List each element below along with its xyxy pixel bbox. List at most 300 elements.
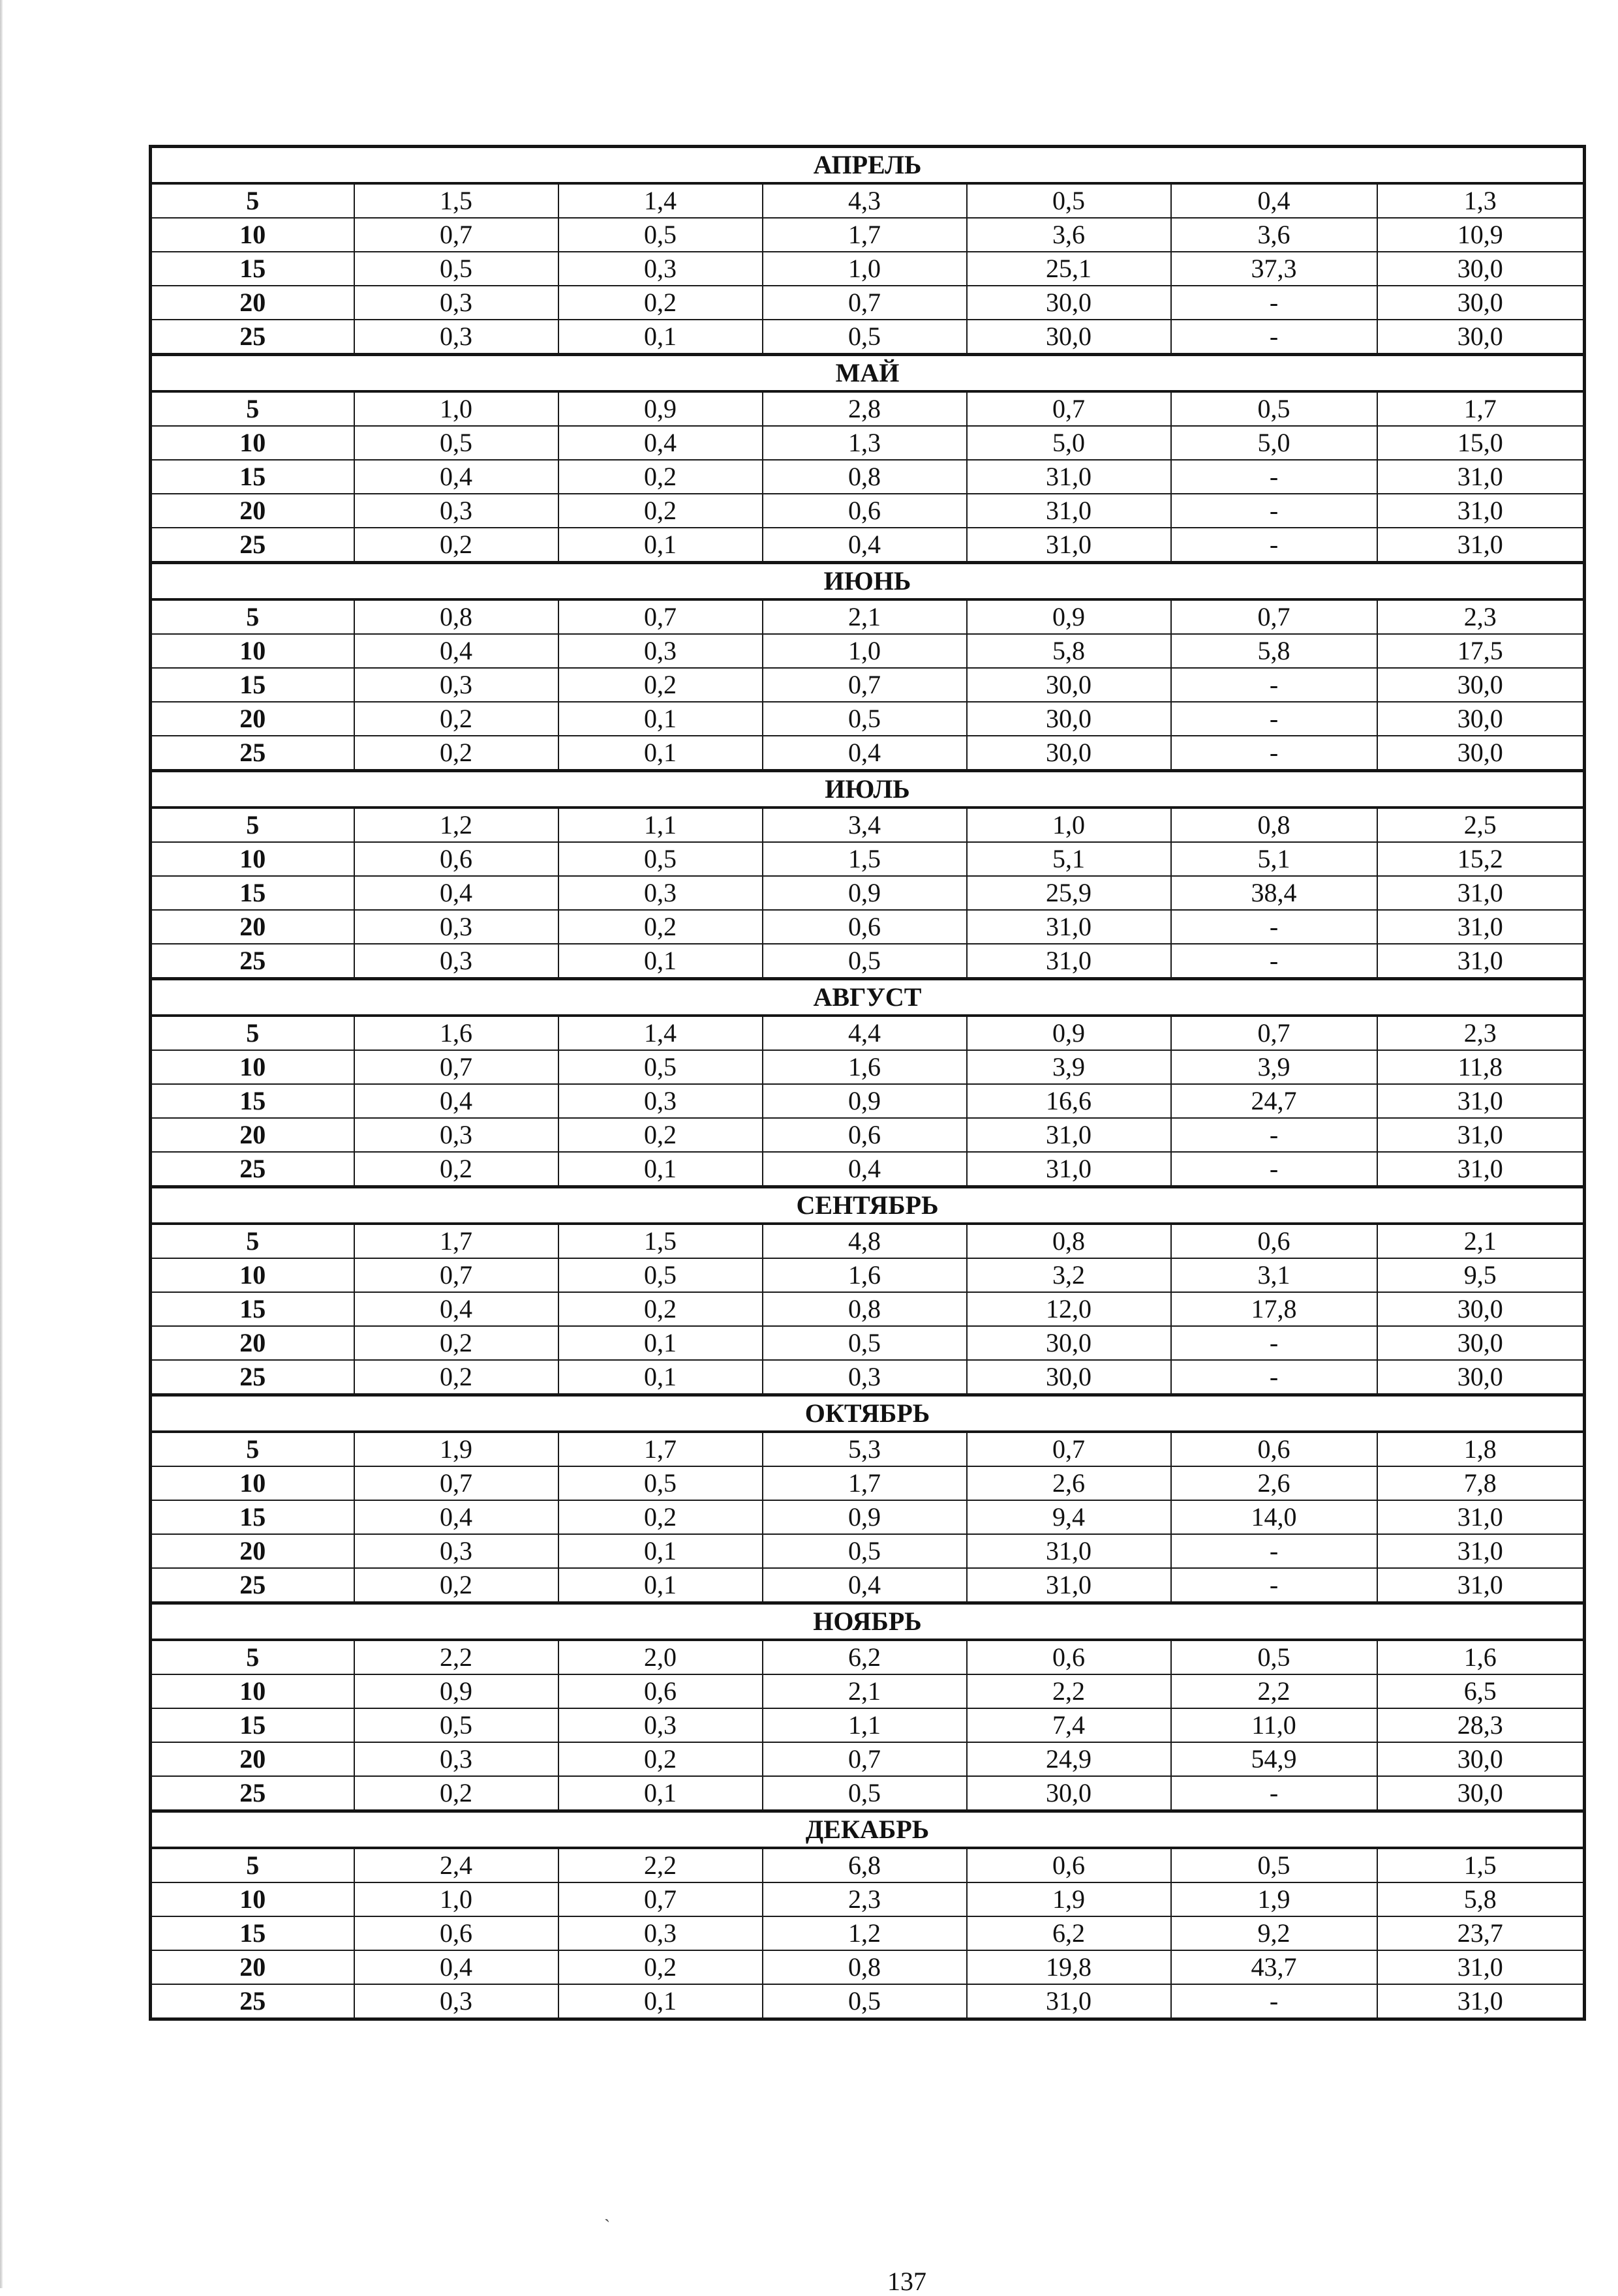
value-cell: 1,7 bbox=[1377, 391, 1585, 426]
value-cell: 30,0 bbox=[967, 1326, 1171, 1360]
value-cell: 2,1 bbox=[763, 599, 967, 634]
value-cell: 30,0 bbox=[967, 668, 1171, 702]
value-cell: 37,3 bbox=[1171, 252, 1377, 286]
table-row bbox=[151, 1432, 1585, 1466]
table-row bbox=[151, 1950, 1585, 1984]
value-cell: - bbox=[1171, 1776, 1377, 1811]
value-cell: 9,2 bbox=[1171, 1916, 1377, 1950]
value-cell: 17,8 bbox=[1171, 1292, 1377, 1326]
value-cell: 25,1 bbox=[967, 252, 1171, 286]
value-cell: 31,0 bbox=[967, 1152, 1171, 1187]
value-cell: - bbox=[1171, 1534, 1377, 1568]
value-cell: 30,0 bbox=[1377, 320, 1585, 355]
depth-cell: 15 bbox=[151, 876, 354, 910]
depth-cell: 20 bbox=[151, 1118, 354, 1152]
value-cell: 1,2 bbox=[763, 1916, 967, 1950]
value-cell: 31,0 bbox=[967, 1984, 1171, 2019]
value-cell: 5,1 bbox=[967, 842, 1171, 876]
value-cell: 0,3 bbox=[354, 320, 558, 355]
monthly-data-table bbox=[149, 145, 1586, 2021]
value-cell: - bbox=[1171, 320, 1377, 355]
value-cell: 0,5 bbox=[763, 702, 967, 736]
value-cell: 31,0 bbox=[1377, 1152, 1585, 1187]
value-cell: 0,5 bbox=[967, 183, 1171, 218]
table-row bbox=[151, 1016, 1585, 1050]
value-cell: 0,4 bbox=[763, 1152, 967, 1187]
depth-cell: 15 bbox=[151, 1916, 354, 1950]
value-cell: 0,1 bbox=[558, 1326, 763, 1360]
value-cell: 6,5 bbox=[1377, 1674, 1585, 1708]
value-cell: 24,9 bbox=[967, 1742, 1171, 1776]
table-row bbox=[151, 599, 1585, 634]
value-cell: 31,0 bbox=[967, 1568, 1171, 1603]
value-cell: 0,4 bbox=[354, 460, 558, 494]
table-row bbox=[151, 668, 1585, 702]
value-cell: 30,0 bbox=[967, 320, 1171, 355]
value-cell: 31,0 bbox=[1377, 1500, 1585, 1534]
table-row bbox=[151, 1534, 1585, 1568]
value-cell: 1,8 bbox=[1377, 1432, 1585, 1466]
value-cell: - bbox=[1171, 736, 1377, 771]
value-cell: 0,3 bbox=[354, 1118, 558, 1152]
value-cell: 0,5 bbox=[1171, 391, 1377, 426]
value-cell: 0,5 bbox=[354, 1708, 558, 1742]
value-cell: 31,0 bbox=[967, 910, 1171, 944]
value-cell: 0,3 bbox=[354, 494, 558, 528]
month-header-row bbox=[151, 355, 1585, 392]
value-cell: 0,3 bbox=[354, 286, 558, 320]
table-row bbox=[151, 1882, 1585, 1916]
value-cell: 2,2 bbox=[558, 1848, 763, 1882]
month-header-row bbox=[151, 979, 1585, 1016]
table-row bbox=[151, 876, 1585, 910]
value-cell: 0,2 bbox=[558, 1500, 763, 1534]
value-cell: 5,1 bbox=[1171, 842, 1377, 876]
value-cell: 0,7 bbox=[1171, 599, 1377, 634]
depth-cell: 10 bbox=[151, 1882, 354, 1916]
value-cell: 0,8 bbox=[967, 1224, 1171, 1258]
depth-cell: 25 bbox=[151, 944, 354, 979]
table-row bbox=[151, 634, 1585, 668]
depth-cell: 25 bbox=[151, 320, 354, 355]
value-cell: 2,1 bbox=[763, 1674, 967, 1708]
value-cell: 0,2 bbox=[558, 668, 763, 702]
table-row bbox=[151, 842, 1585, 876]
value-cell: 2,1 bbox=[1377, 1224, 1585, 1258]
table-row bbox=[151, 1742, 1585, 1776]
value-cell: 4,3 bbox=[763, 183, 967, 218]
value-cell: 0,2 bbox=[354, 1360, 558, 1395]
value-cell: - bbox=[1171, 702, 1377, 736]
value-cell: 30,0 bbox=[1377, 668, 1585, 702]
value-cell: 1,3 bbox=[1377, 183, 1585, 218]
value-cell: 14,0 bbox=[1171, 1500, 1377, 1534]
depth-cell: 25 bbox=[151, 1776, 354, 1811]
depth-cell: 25 bbox=[151, 1984, 354, 2019]
depth-cell: 10 bbox=[151, 1466, 354, 1500]
value-cell: 1,0 bbox=[354, 391, 558, 426]
value-cell: - bbox=[1171, 668, 1377, 702]
depth-cell: 20 bbox=[151, 910, 354, 944]
value-cell: 0,3 bbox=[558, 1084, 763, 1118]
table-row bbox=[151, 1500, 1585, 1534]
value-cell: - bbox=[1171, 1118, 1377, 1152]
value-cell: 30,0 bbox=[1377, 252, 1585, 286]
value-cell: 31,0 bbox=[1377, 1118, 1585, 1152]
value-cell: 0,4 bbox=[763, 1568, 967, 1603]
value-cell: 0,3 bbox=[354, 1984, 558, 2019]
depth-cell: 15 bbox=[151, 460, 354, 494]
value-cell: - bbox=[1171, 910, 1377, 944]
value-cell: 0,5 bbox=[558, 218, 763, 252]
value-cell: 1,4 bbox=[558, 1016, 763, 1050]
value-cell: 11,8 bbox=[1377, 1050, 1585, 1084]
value-cell: 0,3 bbox=[763, 1360, 967, 1395]
depth-cell: 5 bbox=[151, 1640, 354, 1674]
table-row bbox=[151, 1916, 1585, 1950]
value-cell: 9,5 bbox=[1377, 1258, 1585, 1292]
table-row bbox=[151, 1050, 1585, 1084]
table-row bbox=[151, 183, 1585, 218]
value-cell: 4,4 bbox=[763, 1016, 967, 1050]
value-cell: 0,3 bbox=[558, 1916, 763, 1950]
value-cell: 0,3 bbox=[354, 944, 558, 979]
value-cell: 0,8 bbox=[763, 1292, 967, 1326]
value-cell: - bbox=[1171, 944, 1377, 979]
value-cell: 0,5 bbox=[354, 426, 558, 460]
value-cell: 0,4 bbox=[763, 528, 967, 563]
value-cell: 0,2 bbox=[558, 1118, 763, 1152]
value-cell: 1,2 bbox=[354, 808, 558, 842]
value-cell: 1,9 bbox=[967, 1882, 1171, 1916]
value-cell: 0,2 bbox=[354, 702, 558, 736]
value-cell: 0,1 bbox=[558, 320, 763, 355]
value-cell: 23,7 bbox=[1377, 1916, 1585, 1950]
value-cell: 15,2 bbox=[1377, 842, 1585, 876]
table-row bbox=[151, 1360, 1585, 1395]
table-row bbox=[151, 494, 1585, 528]
value-cell: 0,9 bbox=[354, 1674, 558, 1708]
table-row bbox=[151, 1674, 1585, 1708]
value-cell: 24,7 bbox=[1171, 1084, 1377, 1118]
value-cell: 5,0 bbox=[1171, 426, 1377, 460]
table-row bbox=[151, 218, 1585, 252]
value-cell: 0,7 bbox=[763, 286, 967, 320]
value-cell: 0,6 bbox=[763, 494, 967, 528]
table-row bbox=[151, 910, 1585, 944]
value-cell: 0,8 bbox=[763, 1950, 967, 1984]
value-cell: 30,0 bbox=[1377, 1360, 1585, 1395]
value-cell: 31,0 bbox=[967, 944, 1171, 979]
value-cell: 31,0 bbox=[1377, 876, 1585, 910]
value-cell: 0,3 bbox=[558, 876, 763, 910]
value-cell: 0,2 bbox=[354, 1326, 558, 1360]
value-cell: 0,5 bbox=[1171, 1848, 1377, 1882]
value-cell: 0,7 bbox=[354, 1466, 558, 1500]
value-cell: 0,2 bbox=[558, 494, 763, 528]
depth-cell: 5 bbox=[151, 1432, 354, 1466]
value-cell: 30,0 bbox=[1377, 736, 1585, 771]
depth-cell: 5 bbox=[151, 599, 354, 634]
value-cell: 1,6 bbox=[1377, 1640, 1585, 1674]
value-cell: 5,8 bbox=[1377, 1882, 1585, 1916]
value-cell: - bbox=[1171, 286, 1377, 320]
table-row bbox=[151, 736, 1585, 771]
month-title: МАЙ bbox=[151, 355, 1585, 392]
value-cell: 0,2 bbox=[354, 1776, 558, 1811]
value-cell: 0,4 bbox=[558, 426, 763, 460]
value-cell: 25,9 bbox=[967, 876, 1171, 910]
value-cell: 0,7 bbox=[354, 1258, 558, 1292]
table-row bbox=[151, 320, 1585, 355]
table-row bbox=[151, 1258, 1585, 1292]
value-cell: 1,4 bbox=[558, 183, 763, 218]
value-cell: 17,5 bbox=[1377, 634, 1585, 668]
value-cell: 2,3 bbox=[1377, 599, 1585, 634]
value-cell: 1,3 bbox=[763, 426, 967, 460]
table-row bbox=[151, 1708, 1585, 1742]
value-cell: - bbox=[1171, 460, 1377, 494]
table-row bbox=[151, 1568, 1585, 1603]
depth-cell: 5 bbox=[151, 1848, 354, 1882]
value-cell: 0,5 bbox=[354, 252, 558, 286]
value-cell: 2,6 bbox=[967, 1466, 1171, 1500]
value-cell: 12,0 bbox=[967, 1292, 1171, 1326]
value-cell: 0,3 bbox=[354, 1742, 558, 1776]
depth-cell: 25 bbox=[151, 1360, 354, 1395]
depth-cell: 15 bbox=[151, 252, 354, 286]
value-cell: 30,0 bbox=[967, 1360, 1171, 1395]
value-cell: 1,6 bbox=[763, 1050, 967, 1084]
value-cell: 1,5 bbox=[763, 842, 967, 876]
value-cell: 0,6 bbox=[763, 1118, 967, 1152]
depth-cell: 20 bbox=[151, 286, 354, 320]
value-cell: 5,8 bbox=[967, 634, 1171, 668]
month-title: АПРЕЛЬ bbox=[151, 147, 1585, 184]
value-cell: 0,8 bbox=[1171, 808, 1377, 842]
value-cell: 31,0 bbox=[1377, 460, 1585, 494]
value-cell: 0,7 bbox=[763, 668, 967, 702]
page-number: 137 bbox=[887, 2267, 926, 2296]
value-cell: 0,5 bbox=[763, 944, 967, 979]
value-cell: 31,0 bbox=[967, 494, 1171, 528]
month-title: ИЮНЬ bbox=[151, 563, 1585, 600]
month-title: ДЕКАБРЬ bbox=[151, 1811, 1585, 1849]
depth-cell: 10 bbox=[151, 1050, 354, 1084]
value-cell: 0,6 bbox=[354, 1916, 558, 1950]
value-cell: 0,7 bbox=[354, 1050, 558, 1084]
value-cell: 0,2 bbox=[558, 1950, 763, 1984]
value-cell: 43,7 bbox=[1171, 1950, 1377, 1984]
value-cell: 31,0 bbox=[967, 460, 1171, 494]
value-cell: 0,3 bbox=[558, 252, 763, 286]
value-cell: - bbox=[1171, 528, 1377, 563]
value-cell: 4,8 bbox=[763, 1224, 967, 1258]
depth-cell: 20 bbox=[151, 1326, 354, 1360]
value-cell: 1,1 bbox=[763, 1708, 967, 1742]
value-cell: 0,6 bbox=[558, 1674, 763, 1708]
value-cell: 30,0 bbox=[1377, 1742, 1585, 1776]
value-cell: 0,6 bbox=[967, 1640, 1171, 1674]
scan-left-edge bbox=[0, 0, 3, 2288]
depth-cell: 25 bbox=[151, 736, 354, 771]
value-cell: 0,4 bbox=[354, 876, 558, 910]
table-row bbox=[151, 1776, 1585, 1811]
value-cell: - bbox=[1171, 1568, 1377, 1603]
value-cell: 0,2 bbox=[354, 736, 558, 771]
value-cell: 1,9 bbox=[354, 1432, 558, 1466]
depth-cell: 5 bbox=[151, 183, 354, 218]
value-cell: 0,6 bbox=[967, 1848, 1171, 1882]
value-cell: 1,5 bbox=[354, 183, 558, 218]
value-cell: 38,4 bbox=[1171, 876, 1377, 910]
table-row bbox=[151, 1326, 1585, 1360]
value-cell: 0,9 bbox=[763, 876, 967, 910]
depth-cell: 15 bbox=[151, 1292, 354, 1326]
value-cell: 30,0 bbox=[967, 286, 1171, 320]
value-cell: 31,0 bbox=[1377, 1534, 1585, 1568]
value-cell: 0,1 bbox=[558, 1776, 763, 1811]
value-cell: 6,2 bbox=[967, 1916, 1171, 1950]
month-header-row bbox=[151, 1187, 1585, 1224]
value-cell: 30,0 bbox=[1377, 286, 1585, 320]
value-cell: 5,0 bbox=[967, 426, 1171, 460]
value-cell: 0,9 bbox=[763, 1500, 967, 1534]
value-cell: 0,5 bbox=[763, 320, 967, 355]
value-cell: 0,7 bbox=[1171, 1016, 1377, 1050]
value-cell: 31,0 bbox=[1377, 494, 1585, 528]
value-cell: 0,6 bbox=[763, 910, 967, 944]
table-row bbox=[151, 528, 1585, 563]
value-cell: 2,3 bbox=[1377, 1016, 1585, 1050]
value-cell: 0,8 bbox=[354, 599, 558, 634]
depth-cell: 25 bbox=[151, 1568, 354, 1603]
depth-cell: 15 bbox=[151, 1500, 354, 1534]
value-cell: 1,5 bbox=[1377, 1848, 1585, 1882]
value-cell: 0,7 bbox=[763, 1742, 967, 1776]
value-cell: 0,4 bbox=[354, 1292, 558, 1326]
table-row bbox=[151, 1848, 1585, 1882]
value-cell: 0,9 bbox=[763, 1084, 967, 1118]
table-row bbox=[151, 286, 1585, 320]
value-cell: 7,4 bbox=[967, 1708, 1171, 1742]
value-cell: 0,1 bbox=[558, 1152, 763, 1187]
value-cell: 0,1 bbox=[558, 1534, 763, 1568]
value-cell: 2,6 bbox=[1171, 1466, 1377, 1500]
value-cell: 0,5 bbox=[558, 1258, 763, 1292]
value-cell: 2,8 bbox=[763, 391, 967, 426]
value-cell: 31,0 bbox=[1377, 1984, 1585, 2019]
value-cell: 0,7 bbox=[558, 1882, 763, 1916]
value-cell: 6,2 bbox=[763, 1640, 967, 1674]
value-cell: 0,3 bbox=[354, 1534, 558, 1568]
value-cell: - bbox=[1171, 1360, 1377, 1395]
table-row bbox=[151, 1118, 1585, 1152]
table-row bbox=[151, 1152, 1585, 1187]
value-cell: 30,0 bbox=[1377, 1776, 1585, 1811]
value-cell: 1,7 bbox=[763, 218, 967, 252]
value-cell: 2,3 bbox=[763, 1882, 967, 1916]
depth-cell: 10 bbox=[151, 842, 354, 876]
depth-cell: 15 bbox=[151, 668, 354, 702]
value-cell: 31,0 bbox=[1377, 1568, 1585, 1603]
value-cell: 0,9 bbox=[967, 1016, 1171, 1050]
value-cell: 2,2 bbox=[354, 1640, 558, 1674]
depth-cell: 10 bbox=[151, 1674, 354, 1708]
value-cell: 1,7 bbox=[558, 1432, 763, 1466]
value-cell: 0,6 bbox=[1171, 1432, 1377, 1466]
value-cell: 0,4 bbox=[1171, 183, 1377, 218]
value-cell: 16,6 bbox=[967, 1084, 1171, 1118]
depth-cell: 5 bbox=[151, 808, 354, 842]
value-cell: 0,2 bbox=[354, 528, 558, 563]
table-row bbox=[151, 391, 1585, 426]
depth-cell: 15 bbox=[151, 1084, 354, 1118]
value-cell: 2,4 bbox=[354, 1848, 558, 1882]
value-cell: 3,1 bbox=[1171, 1258, 1377, 1292]
value-cell: 30,0 bbox=[1377, 1326, 1585, 1360]
value-cell: 3,6 bbox=[967, 218, 1171, 252]
value-cell: 5,3 bbox=[763, 1432, 967, 1466]
month-header-row bbox=[151, 771, 1585, 808]
value-cell: 1,1 bbox=[558, 808, 763, 842]
month-header-row bbox=[151, 147, 1585, 184]
value-cell: 1,0 bbox=[967, 808, 1171, 842]
value-cell: 0,3 bbox=[354, 668, 558, 702]
table-row bbox=[151, 944, 1585, 979]
value-cell: 0,4 bbox=[354, 1500, 558, 1534]
value-cell: 2,5 bbox=[1377, 808, 1585, 842]
depth-cell: 10 bbox=[151, 634, 354, 668]
month-title: ИЮЛЬ bbox=[151, 771, 1585, 808]
depth-cell: 20 bbox=[151, 494, 354, 528]
value-cell: 0,4 bbox=[354, 1950, 558, 1984]
value-cell: 0,1 bbox=[558, 1568, 763, 1603]
value-cell: 7,8 bbox=[1377, 1466, 1585, 1500]
value-cell: 1,0 bbox=[763, 252, 967, 286]
value-cell: 15,0 bbox=[1377, 426, 1585, 460]
depth-cell: 20 bbox=[151, 1950, 354, 1984]
table-row bbox=[151, 702, 1585, 736]
value-cell: 0,3 bbox=[558, 634, 763, 668]
value-cell: 31,0 bbox=[1377, 1950, 1585, 1984]
value-cell: 0,5 bbox=[558, 1466, 763, 1500]
value-cell: 3,2 bbox=[967, 1258, 1171, 1292]
value-cell: 3,9 bbox=[967, 1050, 1171, 1084]
value-cell: 0,5 bbox=[763, 1984, 967, 2019]
value-cell: 28,3 bbox=[1377, 1708, 1585, 1742]
value-cell: 30,0 bbox=[1377, 1292, 1585, 1326]
value-cell: 0,9 bbox=[558, 391, 763, 426]
table-row bbox=[151, 252, 1585, 286]
value-cell: 2,2 bbox=[967, 1674, 1171, 1708]
table-row bbox=[151, 426, 1585, 460]
value-cell: 30,0 bbox=[967, 1776, 1171, 1811]
value-cell: 1,0 bbox=[354, 1882, 558, 1916]
value-cell: 10,9 bbox=[1377, 218, 1585, 252]
value-cell: 31,0 bbox=[967, 528, 1171, 563]
value-cell: 0,2 bbox=[354, 1568, 558, 1603]
value-cell: 54,9 bbox=[1171, 1742, 1377, 1776]
table-row bbox=[151, 1466, 1585, 1500]
value-cell: 3,4 bbox=[763, 808, 967, 842]
table-row bbox=[151, 460, 1585, 494]
value-cell: 0,1 bbox=[558, 1360, 763, 1395]
value-cell: 1,7 bbox=[763, 1466, 967, 1500]
value-cell: - bbox=[1171, 494, 1377, 528]
value-cell: 0,5 bbox=[1171, 1640, 1377, 1674]
month-title: АВГУСТ bbox=[151, 979, 1585, 1016]
